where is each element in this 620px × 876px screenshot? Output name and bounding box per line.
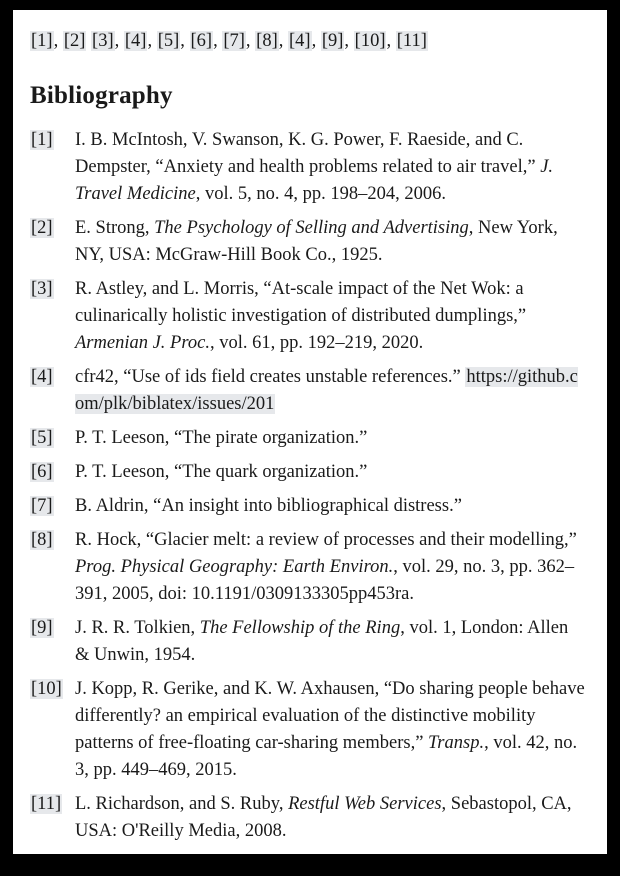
- reference-text: [75, 615, 585, 669]
- reference-text-segment: J. R. R. Tolkien,: [75, 618, 200, 638]
- reference-entry: [30, 364, 585, 418]
- reference-label-link[interactable]: [30, 791, 62, 818]
- reference-label-text: [3]: [31, 279, 53, 299]
- reference-label-link[interactable]: [30, 425, 54, 452]
- citation-link[interactable]: [2]: [63, 31, 86, 51]
- reference-label-text: [4]: [31, 367, 53, 387]
- reference-title-italic: The Psychology of Selling and Advertising: [154, 218, 469, 238]
- reference-text-segment: P. T. Leeson, “The pirate organization.”: [75, 428, 368, 448]
- reference-text: [75, 527, 585, 608]
- reference-text-segment: R. Hock, “Glacier melt: a review of processes and their modelling,”: [75, 530, 577, 550]
- reference-text-segment: , vol. 29, no. 3, pp. 362–391, 2005, doi: 10.1191/0309133305pp453ra.: [75, 557, 575, 604]
- reference-label-text: [1]: [31, 130, 53, 150]
- reference-label-text: [8]: [31, 530, 53, 550]
- reference-label-text: [2]: [31, 218, 53, 238]
- citation-link[interactable]: [8]: [256, 31, 278, 51]
- reference-text-segment: cfr42, “Use of ids field creates unstable references.”: [75, 367, 466, 387]
- reference-title-italic: Restful Web Services: [288, 794, 442, 814]
- citation-link[interactable]: [7]: [223, 31, 245, 51]
- reference-label-link[interactable]: [30, 493, 54, 520]
- reference-text: [75, 127, 585, 208]
- reference-label-text: [6]: [31, 462, 53, 482]
- reference-title-italic: Armenian J. Proc.: [75, 333, 210, 353]
- reference-entry: [30, 276, 585, 357]
- reference-list: [30, 127, 585, 845]
- reference-text-segment: E. Strong,: [75, 218, 155, 238]
- reference-entry: [30, 425, 585, 452]
- reference-label-link[interactable]: [30, 459, 54, 486]
- page-title: Bibliography: [30, 82, 173, 109]
- citation-link[interactable]: [4]: [289, 31, 311, 51]
- reference-label-link[interactable]: [30, 215, 54, 242]
- reference-title-italic: Transp.: [428, 733, 485, 753]
- reference-label-link[interactable]: [30, 276, 54, 303]
- reference-text-segment: R. Astley, and L. Morris, “At-scale impact of the Net Wok: a culinarically holistic investigation of distributed dumplings,”: [75, 279, 527, 326]
- reference-entry: [30, 527, 585, 608]
- reference-label-text: [7]: [31, 496, 53, 516]
- inline-citations-line: [1], [2] [3], [4], [5], [6], [7], [8], [4], [9], [10], [11]: [31, 31, 427, 51]
- citation-link[interactable]: [1]: [31, 31, 53, 51]
- reference-text: [75, 493, 585, 520]
- citation-link[interactable]: [3]: [92, 31, 114, 51]
- reference-entry: [30, 791, 585, 845]
- citation-link[interactable]: [5]: [157, 31, 180, 51]
- reference-text-segment: J. Kopp, R. Gerike, and K. W. Axhausen, “Do sharing people behave differently? an empirical evaluation of the distinctive mobility patterns of free-floating car-sharing members,”: [75, 679, 585, 753]
- reference-entry: [30, 215, 585, 269]
- reference-label-text: [5]: [31, 428, 53, 448]
- reference-text-segment: L. Richardson, and S. Ruby,: [75, 794, 289, 814]
- reference-text: [75, 459, 585, 486]
- reference-label-link[interactable]: [30, 527, 54, 554]
- reference-label-link[interactable]: [30, 364, 54, 391]
- citation-link[interactable]: [6]: [190, 31, 213, 51]
- reference-label-text: [9]: [31, 618, 53, 638]
- citation-link[interactable]: [10]: [354, 31, 386, 51]
- reference-title-italic: The Fellowship of the Ring: [199, 618, 401, 638]
- reference-text-segment: B. Aldrin, “An insight into bibliographical distress.”: [75, 496, 462, 516]
- reference-text: [75, 425, 585, 452]
- document-page: [13, 10, 607, 854]
- reference-text: [75, 364, 585, 418]
- reference-text-segment: I. B. McIntosh, V. Swanson, K. G. Power, F. Raeside, and C. Dempster, “Anxiety and health problems related to air travel,”: [75, 130, 541, 177]
- reference-text-segment: , vol. 5, no. 4, pp. 198–204, 2006.: [195, 184, 446, 204]
- reference-entry: [30, 615, 585, 669]
- reference-entry: [30, 676, 585, 784]
- reference-entry: [30, 459, 585, 486]
- reference-title-italic: Prog. Physical Geography: Earth Environ.: [75, 557, 394, 577]
- reference-text: [75, 215, 585, 269]
- reference-text-segment: , vol. 1, London: Allen & Unwin, 1954.: [75, 618, 569, 665]
- reference-label-text: [10]: [31, 679, 62, 699]
- citation-link[interactable]: [11]: [396, 31, 427, 51]
- url-link[interactable]: https://github.com/plk/biblatex/issues/201: [75, 367, 578, 414]
- reference-text-segment: , Sebastopol, CA, USA: O'Reilly Media, 2008.: [75, 794, 572, 841]
- reference-text: [75, 676, 585, 784]
- reference-label-text: [11]: [31, 794, 62, 814]
- reference-label-link[interactable]: [30, 127, 54, 154]
- citation-link[interactable]: [4]: [124, 31, 147, 51]
- reference-label-link[interactable]: [30, 676, 63, 703]
- reference-title-italic: J. Travel Medicine: [75, 157, 554, 204]
- reference-text: [75, 276, 585, 357]
- reference-text-segment: P. T. Leeson, “The quark organization.”: [75, 462, 368, 482]
- reference-text: [75, 791, 585, 845]
- reference-text-segment: , vol. 61, pp. 192–219, 2020.: [209, 333, 424, 353]
- reference-entry: [30, 493, 585, 520]
- reference-label-link[interactable]: [30, 615, 54, 642]
- reference-text-segment: , vol. 42, no. 3, pp. 449–469, 2015.: [75, 733, 578, 780]
- reference-text-segment: , New York, NY, USA: McGraw-Hill Book Co., 1925.: [75, 218, 558, 265]
- reference-entry: [30, 127, 585, 208]
- citation-link[interactable]: [9]: [321, 31, 344, 51]
